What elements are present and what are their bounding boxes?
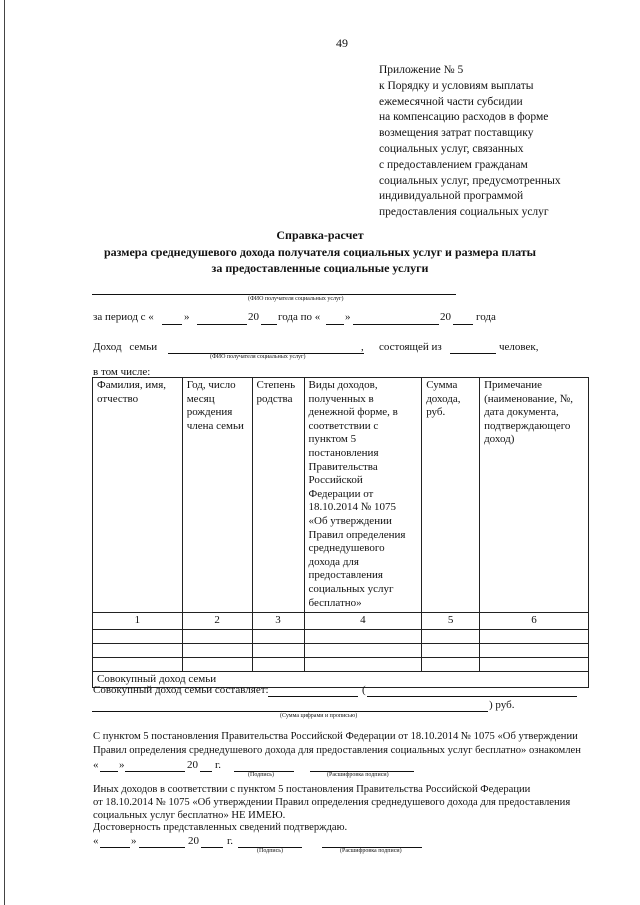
confirm-day-field[interactable]	[100, 847, 130, 848]
rub-label: ) руб.	[489, 699, 515, 711]
table-cell[interactable]	[422, 643, 480, 657]
table-header-row	[93, 378, 589, 613]
period-quote: »	[184, 311, 190, 323]
scan-edge	[4, 0, 5, 905]
col-header-amount: Сумма дохода, руб.	[422, 378, 480, 613]
col-header-relation: Степень родства	[252, 378, 304, 613]
family-income-label: Доход семьи	[93, 341, 158, 353]
table-cell[interactable]	[480, 657, 589, 671]
confirm-month-field[interactable]	[139, 847, 185, 848]
persons-label: человек,	[499, 341, 539, 353]
col-number: 2	[182, 613, 252, 630]
table-cell[interactable]	[422, 629, 480, 643]
decode-caption: (Расшифровка подписи)	[340, 848, 402, 854]
fio-field[interactable]	[92, 294, 456, 295]
annex-line: Приложение № 5	[379, 64, 464, 76]
document-subtitle-2: за предоставленные социальные услуги	[211, 261, 429, 275]
date-quote: «	[93, 759, 99, 771]
family-fio-caption: (ФИО получателя социальных услуг)	[210, 354, 306, 360]
year-label: 20	[187, 759, 198, 771]
period-suffix: года	[476, 311, 496, 323]
col-number: 4	[304, 613, 422, 630]
table-cell[interactable]	[93, 643, 183, 657]
comma: ,	[361, 341, 364, 353]
total-income-label: Совокупный доход семьи составляет:	[93, 684, 269, 696]
family-size-field[interactable]	[450, 353, 496, 354]
ack-year-field[interactable]	[200, 771, 212, 772]
table-row	[93, 657, 589, 671]
ack-day-field[interactable]	[100, 771, 118, 772]
annex-block	[379, 63, 561, 221]
col-header-note: Примечание (наименование, №, дата документа, подтверждающего доход)	[480, 378, 589, 613]
consisting-label: состоящей из	[379, 341, 442, 353]
period-year-label: 20	[440, 311, 451, 323]
annex-line: предоставления социальных услуг	[379, 206, 549, 219]
col-number: 6	[480, 613, 589, 630]
total-income-words-field-2[interactable]	[92, 711, 488, 712]
annex-line: с предоставлением гражданам	[379, 158, 528, 171]
other-income-line-1: Иных доходов в соответствии с пунктом 5 постановления Правительства Российской Федерации	[93, 784, 531, 795]
period-start-month-field[interactable]	[197, 324, 247, 325]
including-label: в том числе:	[93, 366, 151, 378]
table-cell[interactable]	[182, 657, 252, 671]
table-cell[interactable]	[252, 643, 304, 657]
table-cell[interactable]	[480, 629, 589, 643]
ack-month-field[interactable]	[125, 771, 185, 772]
table-cell[interactable]	[93, 657, 183, 671]
period-quote: »	[345, 311, 351, 323]
confirm-text: Достоверность представленных сведений подтверждаю.	[93, 822, 348, 833]
col-header-income-type: Виды доходов, полученных в денежной форме, в соответствии с пунктом 5 постановления Правительства Российской Федерации от 18.10.2014 № 1075 «Об утверждении Правил определения среднедушевого дохода для предоставления социальных услуг бесплатно»	[304, 378, 422, 613]
table-row	[93, 629, 589, 643]
col-number: 5	[422, 613, 480, 630]
date-quote: »	[119, 759, 125, 771]
period-end-month-field[interactable]	[353, 324, 439, 325]
table-cell[interactable]	[93, 629, 183, 643]
col-number: 1	[93, 613, 183, 630]
period-end-year-field[interactable]	[453, 324, 473, 325]
table-total-label: Совокупный доход семьи	[93, 671, 589, 688]
annex-line: индивидуальной программой	[379, 190, 524, 203]
sign-caption: (Подпись)	[257, 848, 284, 854]
col-header-birth: Год, число месяц рождения члена семьи	[182, 378, 252, 613]
income-table	[92, 377, 589, 688]
annex-line: возмещения затрат поставщику	[379, 127, 534, 140]
col-number: 3	[252, 613, 304, 630]
table-cell[interactable]	[252, 657, 304, 671]
col-header-name: Фамилия, имя, отчество	[93, 378, 183, 613]
year-label: 20	[188, 835, 199, 847]
date-quote: «	[93, 835, 99, 847]
period-year-label: 20	[248, 311, 259, 323]
total-caption: (Сумма цифрами и прописью)	[280, 713, 358, 719]
period-middle: года по «	[278, 311, 321, 323]
period-end-day-field[interactable]	[326, 324, 344, 325]
fio-caption: (ФИО получателя социальных услуг)	[248, 296, 344, 302]
annex-line: ежемесячной части субсидии	[379, 95, 523, 108]
table-cell[interactable]	[304, 643, 422, 657]
table-cell[interactable]	[304, 629, 422, 643]
table-number-row	[93, 613, 589, 630]
document-title: Справка-расчет	[276, 228, 364, 242]
annex-line: социальных услуг, предусмотренных	[379, 174, 561, 187]
page-number: 49	[336, 36, 348, 50]
ack-line-2: Правил определения среднедушевого дохода для предоставления социальных услуг бесплатно» ознакомлен	[93, 745, 581, 756]
total-income-number-field[interactable]	[268, 696, 358, 697]
sign-caption: (Подпись)	[248, 772, 275, 778]
annex-line: социальных услуг, связанных	[379, 142, 524, 155]
year-suffix: г.	[227, 835, 234, 847]
document-subtitle: размера среднедушевого дохода получателя социальных услуг и размера платы	[103, 245, 537, 259]
table-cell[interactable]	[480, 643, 589, 657]
table-cell[interactable]	[182, 643, 252, 657]
ack-line-1: С пунктом 5 постановления Правительства Российской Федерации от 18.10.2014 № 1075 «Об утверждении	[93, 731, 578, 742]
table-cell[interactable]	[304, 657, 422, 671]
decode-caption: (Расшифровка подписи)	[327, 772, 389, 778]
other-income-line-3: социальных услуг бесплатно» НЕ ИМЕЮ.	[93, 810, 286, 821]
total-income-words-field[interactable]	[367, 696, 577, 697]
period-start-day-field[interactable]	[162, 324, 182, 325]
period-start-year-field[interactable]	[261, 324, 277, 325]
year-suffix: г.	[215, 759, 222, 771]
table-cell[interactable]	[252, 629, 304, 643]
table-cell[interactable]	[422, 657, 480, 671]
confirm-year-field[interactable]	[201, 847, 223, 848]
annex-line: на компенсацию расходов в форме	[379, 111, 549, 124]
date-quote: »	[131, 835, 137, 847]
annex-line: к Порядку и условиям выплаты	[379, 79, 534, 92]
table-cell[interactable]	[182, 629, 252, 643]
other-income-line-2: от 18.10.2014 № 1075 «Об утверждении Правил определения среднедушевого дохода для предоставления	[93, 797, 571, 808]
period-prefix: за период с «	[93, 311, 154, 323]
table-row	[93, 643, 589, 657]
paren: (	[362, 684, 366, 696]
